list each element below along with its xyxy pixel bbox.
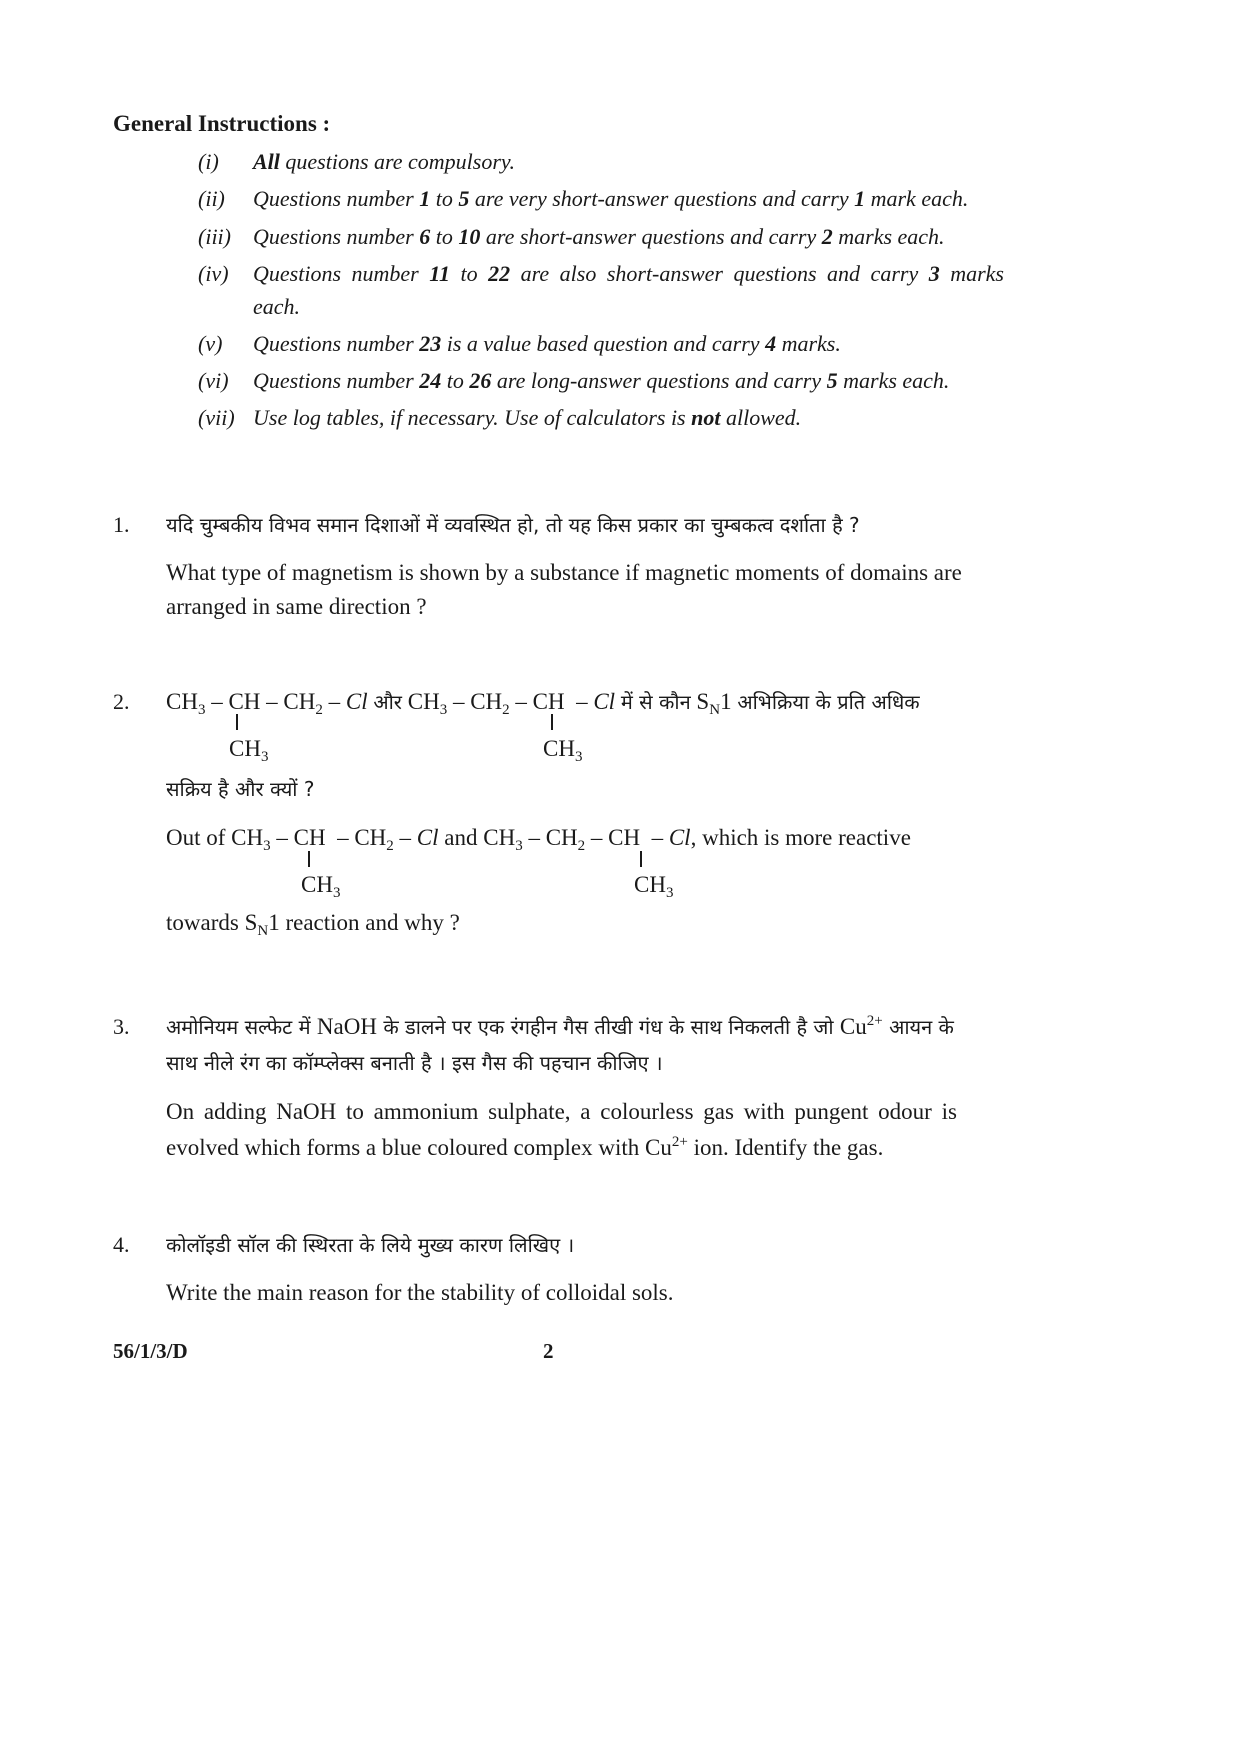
instruction-text: Questions number 6 to 10 are short-answer questions and carry 2 marks each. [253,224,945,249]
instruction-number: (iv) [198,261,229,286]
instruction-number: (v) [198,331,223,356]
question-english: On adding NaOH to ammonium sulphate, a colourless gas with pungent odour is [166,1099,957,1124]
chem-formula-line: $CH_3$ – CH – $CH_2$ – Cl और $CH_3 - CH_2$ – CH – Cl में से कौन $S_N1$ अभिक्रिया के प्रति अधिक [166,689,920,718]
instruction-text: Questions number 23 is a value based question and carry 4 marks. [253,331,841,356]
question-english: What type of magnetism is shown by a substance if magnetic moments of domains are [166,560,962,585]
bond-line [551,714,553,730]
bond-line [308,851,310,867]
question-english: towards $S_N1$ reaction and why ? [166,910,460,939]
instruction-text: Questions number 11 to 22 are also short-answer questions and carry 3 marks [253,261,1004,286]
instruction-text: Questions number 1 to 5 are very short-answer questions and carry 1 mark each. [253,186,969,211]
question-hindi: सक्रिय है और क्यों ? [166,777,315,801]
question-number: 1. [113,512,130,537]
instruction-text: Questions number 24 to 26 are long-answer questions and carry 5 marks each. [253,368,950,393]
instruction-text: Use log tables, if necessary. Use of calculators is not allowed. [253,405,802,430]
question-hindi: साथ नीले रंग का कॉम्प्लेक्स बनाती है । इस गैस की पहचान कीजिए । [166,1051,663,1075]
bond-line [236,714,238,730]
question-number: 4. [113,1232,130,1257]
question-number: 2. [113,689,130,714]
paper-code: 56/1/3/D [113,1339,188,1363]
chem-branch: $CH_3$ [634,872,674,901]
instruction-number: (vii) [198,405,235,430]
question-hindi: कोलॉइडी सॉल की स्थिरता के लिये मुख्य कारण लिखिए । [166,1233,575,1257]
question-english: arranged in same direction ? [166,594,427,619]
question-hindi: अमोनियम सल्फेट में NaOH के डालने पर एक रंगहीन गैस तीखी गंध के साथ निकलती है जो $Cu^{2+}$ आयन के [166,1013,954,1039]
chem-branch: $CH_3$ [229,736,269,765]
question-english: Write the main reason for the stability of colloidal sols. [166,1280,674,1305]
chem-formula-line: Out of $CH_3$ – CH – $CH_2$ – Cl and $CH_3 - CH_2$ – CH – Cl, which is more reactive [166,825,911,854]
question-hindi: यदि चुम्बकीय विभव समान दिशाओं में व्यवस्थित हो, तो यह किस प्रकार का चुम्बकत्व दर्शाता है ? [166,513,860,537]
page-number: 2 [543,1339,554,1363]
instruction-text-continued: each. [253,294,301,319]
instruction-number: (iii) [198,224,231,249]
instruction-number: (vi) [198,368,229,393]
instruction-number: (ii) [198,186,225,211]
question-number: 3. [113,1014,130,1039]
chem-branch: $CH_3$ [543,736,583,765]
instruction-number: (i) [198,149,219,174]
chem-branch: $CH_3$ [301,872,341,901]
bond-line [640,851,642,867]
question-english: evolved which forms a blue coloured complex with $Cu^{2+}$ ion. Identify the gas. [166,1134,884,1160]
instructions-heading: General Instructions : [113,111,331,136]
instruction-text: All questions are compulsory. [253,149,515,174]
